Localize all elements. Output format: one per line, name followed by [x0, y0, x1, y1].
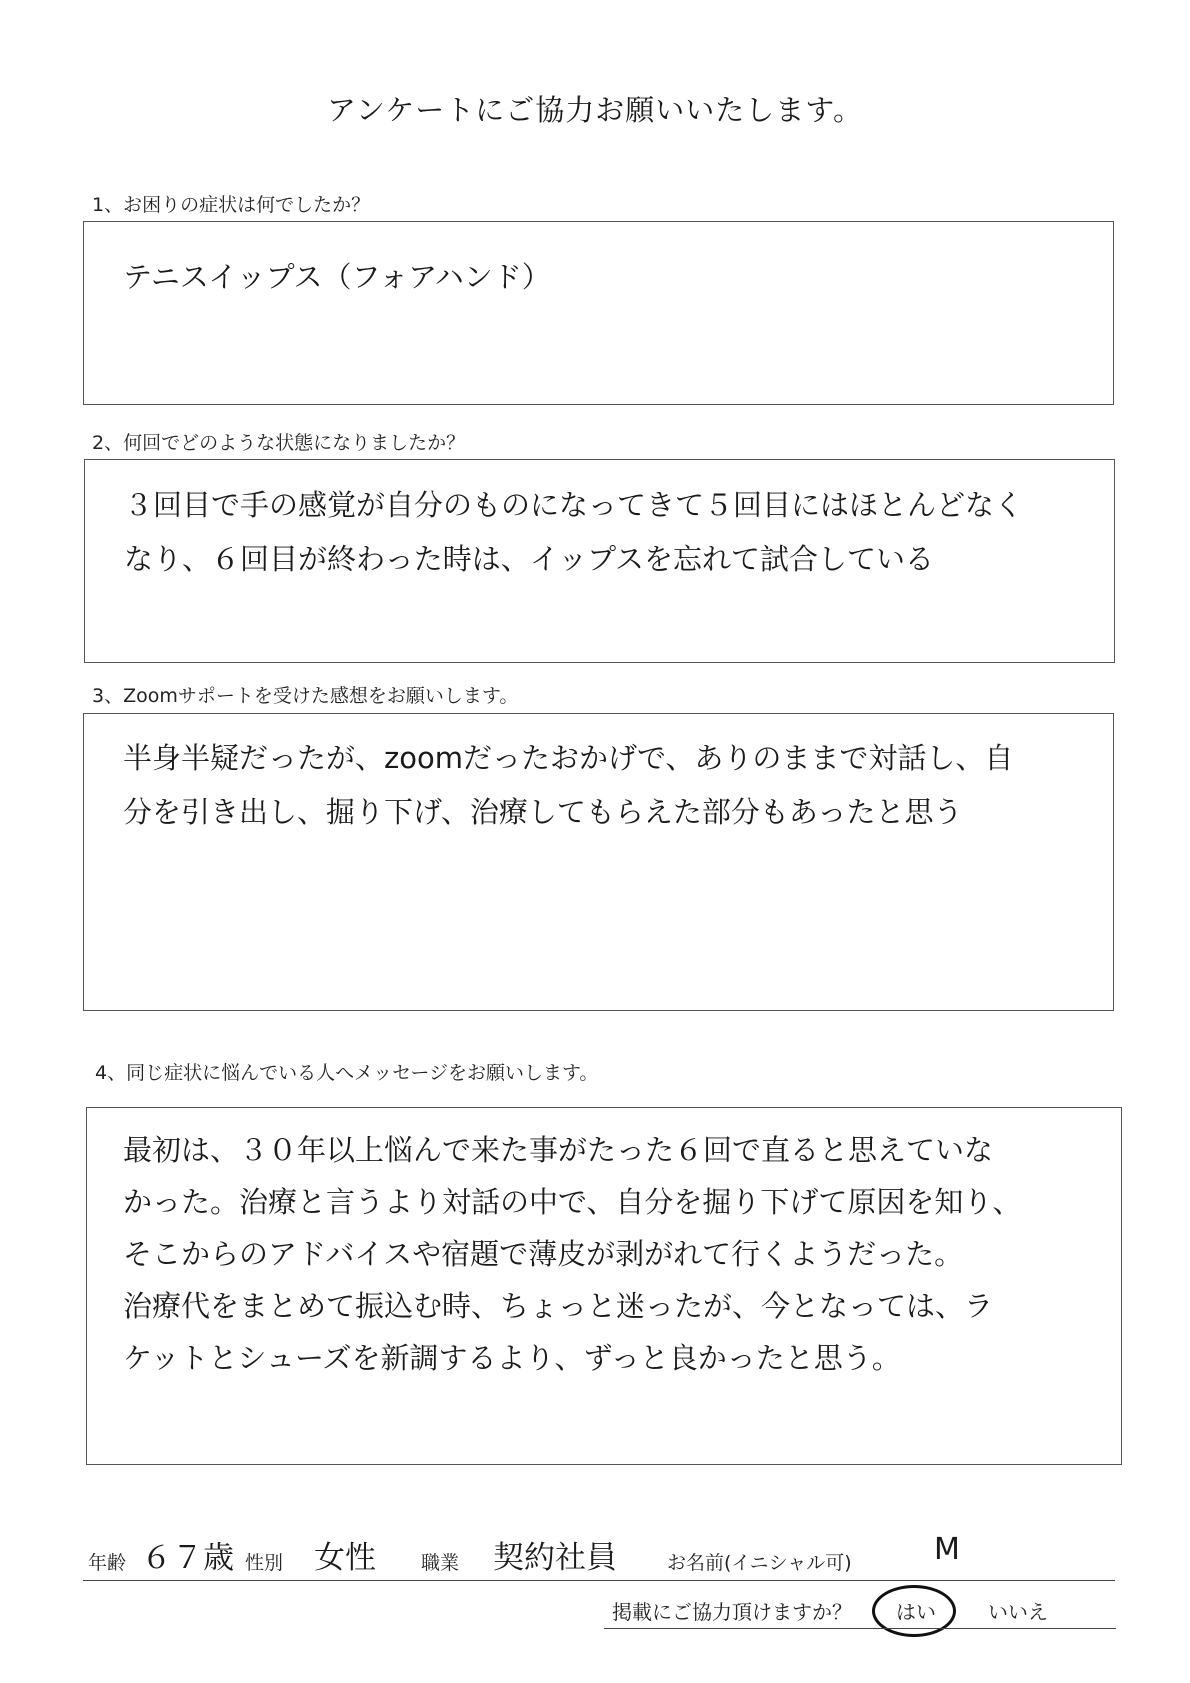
- question-3-label: 3、Zoomサポートを受けた感想をお願いします。: [92, 685, 519, 707]
- answer-2-text: ３回目で手の感覚が自分のものになってきて５回目にはほとんどなく なり、６回目が終わった時は、イップスを忘れて試合している: [124, 488, 1024, 576]
- consent-question: 掲載にご協力頂けますか？: [612, 1600, 852, 1624]
- name-label: お名前(イニシャル可): [667, 1552, 852, 1574]
- answer-3-box[interactable]: [83, 713, 1114, 1011]
- name-value[interactable]: M: [934, 1532, 960, 1567]
- question-2-label: 2、何回でどのような状態になりましたか？: [92, 432, 466, 454]
- consent-underline: [604, 1628, 1116, 1629]
- occupation-value[interactable]: 契約社員: [493, 1540, 617, 1576]
- occupation-label: 職業: [421, 1552, 460, 1574]
- question-1-label: 1、お困りの症状は何でしたか？: [92, 194, 371, 216]
- answer-4-box[interactable]: [86, 1107, 1122, 1465]
- answer-2-box[interactable]: [84, 459, 1115, 663]
- answer-4-text: 最初は、３０年以上悩んで来た事がたった６回で直ると思えていな かった。治療と言うより対話の中で、自分を掘り下げて原因を知り、 そこからのアドバイスや宿題で薄皮が剥がれて行くようだった。 治療代をまとめて振込む時、ちょっと迷ったが、今となっては、ラ ケットとシューズを新調するより、ずっと良かったと思う。: [123, 1133, 1022, 1375]
- answer-3-text: 半身半疑だったが、zoomだったおかげで、ありのままで対話し、自 分を引き出し、掘り下げ、治療してもらえた部分もあったと思う: [123, 741, 1014, 829]
- consent-no-option[interactable]: いいえ: [988, 1600, 1048, 1624]
- gender-label: 性別: [245, 1552, 284, 1574]
- age-label: 年齢: [88, 1552, 127, 1574]
- page-title: アンケートにご協力お願いいたします。: [327, 93, 863, 127]
- question-4-label: 4、同じ症状に悩んでいる人へメッセージをお願いします。: [95, 1062, 599, 1084]
- info-underline: [83, 1580, 1115, 1581]
- answer-1-box[interactable]: [83, 221, 1114, 405]
- answer-1-text: テニスイップス（フォアハンド）: [123, 260, 551, 294]
- age-value[interactable]: ６７歳: [141, 1540, 234, 1576]
- consent-yes-option[interactable]: はい: [896, 1600, 936, 1624]
- gender-value[interactable]: 女性: [314, 1540, 376, 1576]
